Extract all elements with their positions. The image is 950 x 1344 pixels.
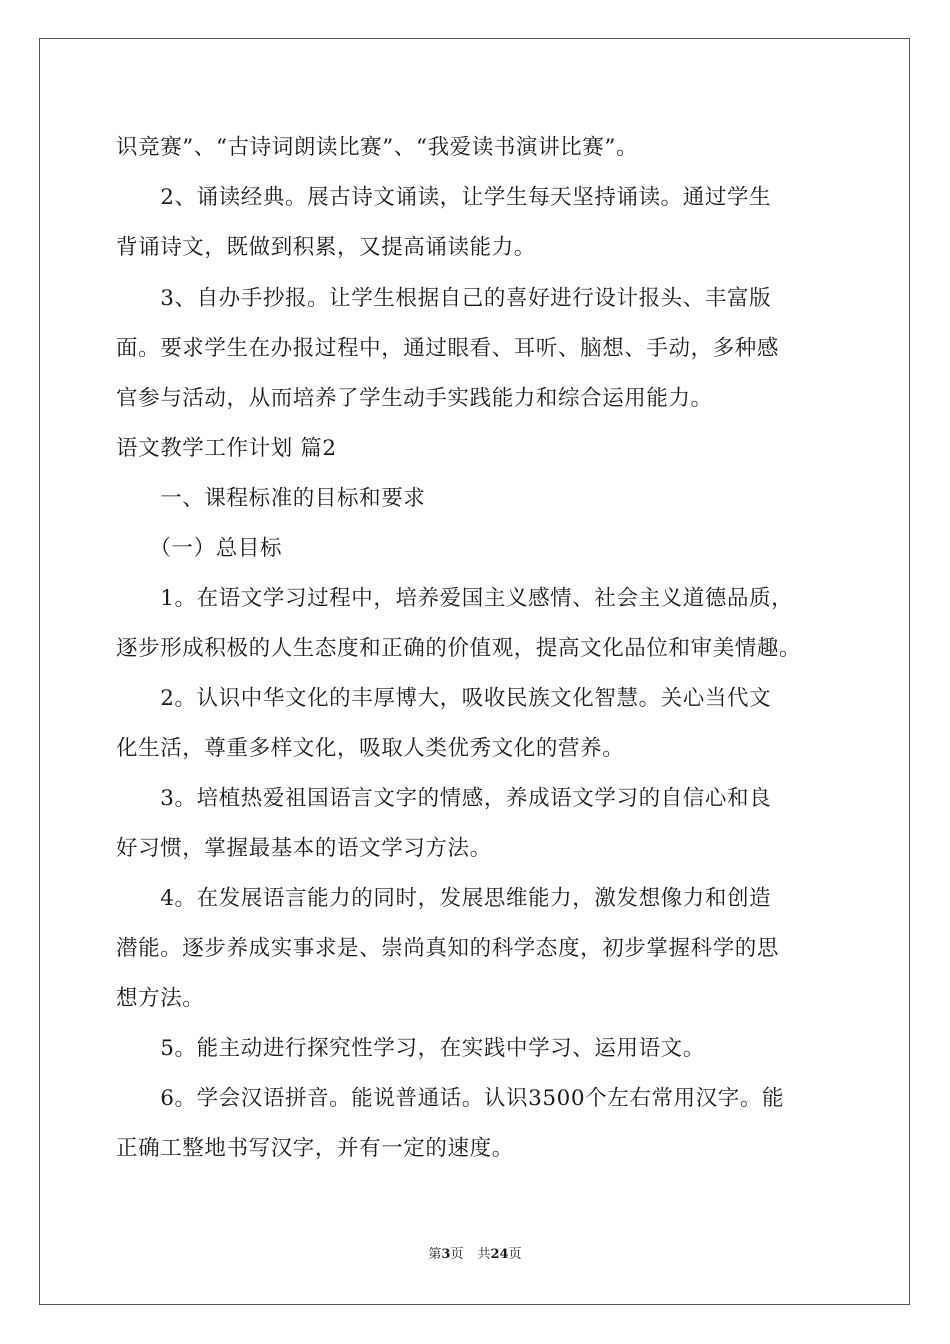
section-heading: 语文教学工作计划 篇2 [116,436,337,461]
text-line: 5。能主动进行探究性学习，在实践中学习、运用语文。 [116,1036,705,1061]
text-line: 3、自办手抄报。让学生根据自己的喜好进行设计报头、丰富版 [116,286,772,311]
text-line: 2。认识中华文化的丰厚博大，吸收民族文化智慧。关心当代文 [116,686,772,711]
text-line: 潜能。逐步养成实事求是、崇尚真知的科学态度，初步掌握科学的思 [116,936,780,961]
page-prefix: 第 [428,1247,442,1262]
text-line: 4。在发展语言能力的同时，发展思维能力，激发想像力和创造 [116,886,772,911]
total-prefix: 共 [477,1247,491,1262]
text-line: 2、诵读经典。展古诗文诵读，让学生每天坚持诵读。通过学生 [116,185,772,210]
text-line: 官参与活动，从而培养了学生动手实践能力和综合运用能力。 [116,386,713,411]
page-unit: 页 [450,1247,464,1262]
page-border [39,38,910,1305]
text-line: 逐步形成积极的人生态度和正确的价值观，提高文化品位和审美情趣。 [116,636,802,661]
text-line: 好习惯，掌握最基本的语文学习方法。 [116,836,492,861]
text-line: 6。学会汉语拼音。能说普通话。认识3500个左右常用汉字。能 [116,1086,785,1111]
text-line: 一、课程标准的目标和要求 [116,486,426,511]
page-footer [0,1247,950,1263]
text-line: 3。培植热爱祖国语言文字的情感，养成语文学习的自信心和良 [116,786,772,811]
text-line: 1。在语文学习过程中，培养爱国主义感情、社会主义道德品质， [116,586,794,611]
text-line: 正确工整地书写汉字，并有一定的速度。 [116,1136,514,1161]
text-line: 识竞赛”、“古诗词朗读比赛”、“我爱读书演讲比赛”。 [116,135,639,160]
text-line: （一）总目标 [116,536,283,561]
text-line: 化生活，尊重多样文化，吸取人类优秀文化的营养。 [116,736,625,761]
text-line: 想方法。 [116,986,205,1011]
page-current: 3 [441,1247,451,1262]
text-line: 背诵诗文，既做到积累，又提高诵读能力。 [116,235,536,260]
text-line: 面。要求学生在办报过程中，通过眼看、耳听、脑想、手动，多种感 [116,336,780,361]
page-total: 24 [490,1247,509,1262]
total-unit: 页 [508,1247,522,1262]
